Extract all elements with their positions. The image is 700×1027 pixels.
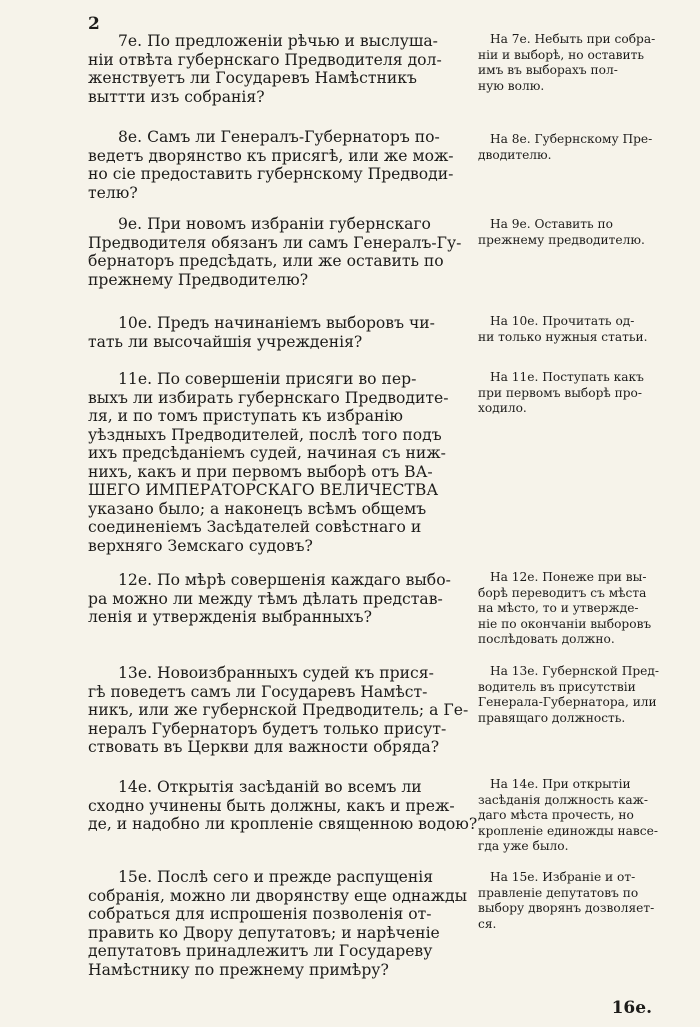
resolution-note-line: На 14е. При открытіи	[490, 777, 631, 791]
catchword: 16е.	[611, 998, 652, 1018]
resolution-note	[478, 370, 678, 417]
question-paragraph-line: 11е. По совершеніи присяги во пер-	[118, 370, 417, 388]
question-paragraph-line: 15е. Послѣ сего и прежде распущенія	[118, 868, 434, 886]
question-paragraph-line: ихъ предсѣданіемъ судей, начиная съ ниж-	[88, 444, 446, 462]
question-paragraph	[88, 215, 462, 289]
question-paragraph-line: нихъ, какъ и при первомъ выборѣ отъ ВА-	[88, 462, 433, 481]
question-paragraph-line: женствуетъ ли Государевъ Намѣстникъ	[88, 69, 417, 87]
question-paragraph-line: ля, и по томъ приступать къ избранію	[88, 407, 403, 425]
question-paragraph-line: выхъ ли избирать губернскаго Предводите-	[88, 388, 449, 407]
resolution-note-line: имъ въ выборахъ пол-	[478, 63, 618, 77]
question-paragraph-line: 13е. Новоизбранныхъ судей къ прися-	[118, 664, 434, 682]
resolution-note-line: правленіе депутатовъ по	[478, 885, 639, 900]
resolution-note-line: На 12е. Понеже при вы-	[490, 570, 647, 584]
resolution-note-line: кропленіе единожды навсе-	[478, 823, 658, 838]
resolution-note-line: На 15е. Избраніе и от-	[490, 870, 636, 884]
resolution-note-line: при первомъ выборѣ про-	[478, 385, 643, 400]
question-paragraph-line: Предводителя обязанъ ли самъ Генералъ-Гу-	[88, 233, 462, 252]
resolution-note	[478, 132, 678, 163]
question-paragraph-line: 8е. Самъ ли Генералъ-Губернаторъ по-	[118, 128, 440, 146]
resolution-note-line: На 10е. Прочитать од-	[490, 314, 635, 328]
resolution-note-line: На 13е. Губернской Пред-	[490, 664, 659, 678]
resolution-note-line: ни только нужныя статьи.	[478, 329, 648, 344]
resolution-note-line: ніе по окончаніи выборовъ	[478, 616, 652, 631]
question-paragraph	[88, 370, 458, 555]
resolution-note	[478, 870, 678, 932]
resolution-note	[478, 217, 678, 248]
question-paragraph-line: гѣ поведетъ самъ ли Государевъ Намѣст-	[88, 682, 428, 701]
question-paragraph	[88, 868, 467, 979]
question-paragraph-line: сходно учинены быть должны, какъ и преж-	[88, 796, 455, 815]
resolution-note-line: ходило.	[478, 401, 527, 415]
question-paragraph-line: никъ, или же губернской Предводитель; а Ге-	[88, 701, 469, 719]
question-paragraph-line: собранія, можно ли дворянству еще однажды	[88, 886, 467, 905]
question-paragraph-line: ра можно ли между тѣмъ дѣлать представ-	[88, 589, 443, 608]
question-paragraph-line: нералъ Губернаторъ будетъ только присут-	[88, 719, 447, 738]
question-paragraph-line: но сіе предоставить губернскому Предводи-	[88, 165, 454, 183]
resolution-note-line: На 8е. Губернскому Пре-	[490, 132, 653, 146]
question-paragraph	[88, 571, 458, 627]
question-paragraph	[88, 314, 458, 351]
resolution-note	[478, 32, 678, 94]
question-paragraph-line: ведетъ дворянство къ присягѣ, или же мож-	[88, 146, 454, 165]
question-paragraph-line: 12е. По мѣрѣ совершенія каждаго выбо-	[118, 571, 451, 589]
resolution-note	[478, 570, 678, 648]
question-paragraph-line: 7е. По предложеніи рѣчью и выслуша-	[118, 32, 438, 50]
question-paragraph-line: ніи отвѣта губернскаго Предводителя дол-	[88, 50, 442, 69]
resolution-note-line: выбору дворянъ дозволяет-	[478, 901, 655, 915]
resolution-note-line: дводителю.	[478, 147, 552, 162]
question-paragraph-line: Намѣстнику по прежнему примѣру?	[88, 960, 389, 979]
question-paragraph-line: 10е. Предъ начинаніемъ выборовъ чи-	[118, 314, 435, 332]
resolution-note-line: водитель въ присутствіи	[478, 679, 636, 694]
resolution-note	[478, 777, 678, 855]
question-paragraph	[88, 664, 469, 757]
resolution-note-line: послѣдовать должно.	[478, 632, 615, 646]
question-paragraph-line: править ко Двору депутатовъ; и нарѣченіе	[88, 923, 440, 942]
question-paragraph-line: ствовать въ Церкви для важности обряда?	[88, 738, 440, 756]
resolution-note-line: Генерала-Губернатора, или	[478, 695, 657, 709]
question-paragraph	[88, 778, 478, 834]
question-paragraph-line: бернаторъ предсѣдать, или же оставить по	[88, 252, 444, 270]
question-paragraph-line: собраться для испрошенія позволенія от-	[88, 905, 432, 923]
resolution-note-line: ся.	[478, 916, 497, 931]
question-paragraph-line: ленія и утвержденія выбранныхъ?	[88, 608, 372, 626]
question-paragraph-line: 14е. Открытія засѣданій во всемъ ли	[118, 778, 422, 796]
resolution-note-line: правящаго должность.	[478, 710, 626, 725]
question-paragraph-line: верхняго Земскаго судовъ?	[88, 536, 313, 555]
question-paragraph-line: тать ли высочайшія учрежденія?	[88, 332, 363, 351]
question-paragraph-line: прежнему Предводителю?	[88, 270, 309, 289]
resolution-note-line: борѣ переводитъ съ мѣста	[478, 585, 647, 600]
question-paragraph	[88, 32, 458, 106]
resolution-note-line: на мѣсто, то и утвержде-	[478, 601, 639, 615]
question-paragraph-line: де, и надобно ли кропленіе священною водою?	[88, 815, 478, 833]
resolution-note-line: На 9е. Оставить по	[490, 217, 614, 231]
question-paragraph-line: соединеніемъ Засѣдателей совѣстнаго и	[88, 518, 422, 536]
resolution-note-line: даго мѣста прочесть, но	[478, 808, 634, 822]
question-paragraph-line: уѣздныхъ Предводителей, послѣ того подъ	[88, 425, 442, 444]
resolution-note-line: ніи и выборѣ, но оставить	[478, 47, 645, 62]
resolution-note-line: прежнему предводителю.	[478, 232, 645, 247]
question-paragraph-line: ШЕГО ИМПЕРАТОРСКАГО ВЕЛИЧЕСТВА	[88, 481, 439, 499]
question-paragraph-line: депутатовъ принадлежитъ ли Государеву	[88, 942, 433, 960]
resolution-note-line: На 7е. Небыть при собра-	[490, 32, 656, 46]
resolution-note-line: гда уже было.	[478, 839, 569, 853]
resolution-note-line: ную волю.	[478, 78, 545, 93]
resolution-note-line: засѣданія должность каж-	[478, 792, 648, 807]
question-paragraph-line: телю?	[88, 183, 138, 202]
resolution-note-line: На 11е. Поступать какъ	[490, 370, 644, 384]
question-paragraph	[88, 128, 458, 202]
question-paragraph-line: 9е. При новомъ избраніи губернскаго	[118, 215, 431, 233]
question-paragraph-line: указано было; а наконецъ всѣмъ общемъ	[88, 499, 427, 518]
resolution-note	[478, 664, 678, 726]
page-number: 2	[88, 14, 100, 34]
resolution-note	[478, 314, 678, 345]
question-paragraph-line: выттти изъ собранія?	[88, 87, 265, 106]
